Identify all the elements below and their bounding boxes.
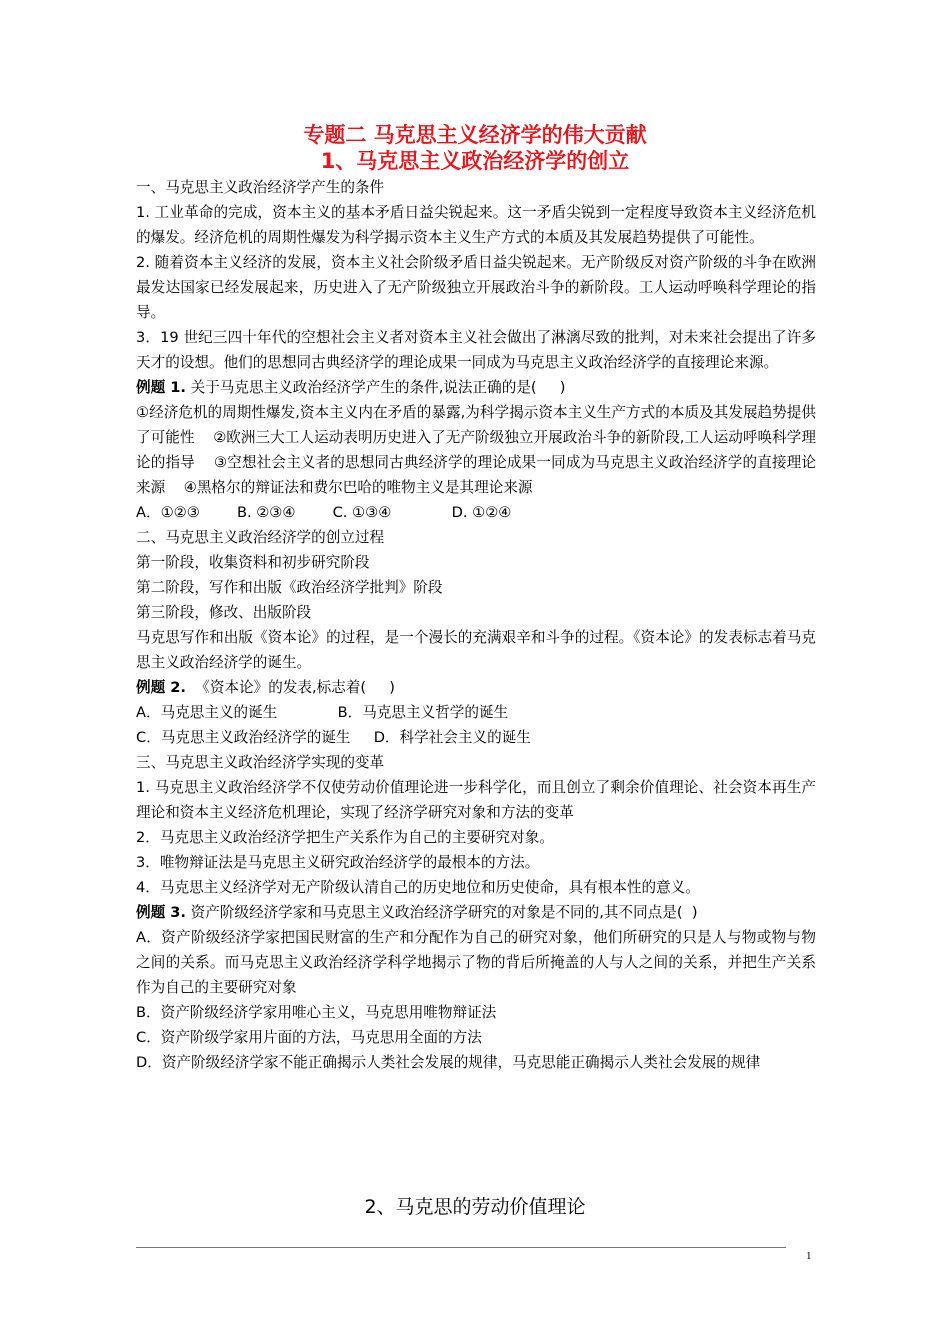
- answer-choice-d: D．资产阶级经济学家不能正确揭示人类社会发展的规律，马克思能正确揭示人类社会发展的规律: [136, 1054, 761, 1071]
- answer-choices: C．马克思主义政治经济学的诞生 D．科学社会主义的诞生: [136, 729, 531, 746]
- paragraph: 1. 工业革命的完成，资本主义的基本矛盾日益尖锐起来。这一矛盾尖锐到一定程度导致资本主义经济危机的爆发。经济危机的周期性爆发为科学揭示资本主义生产方式的本质及其发展趋势提供了可能性。: [136, 204, 816, 246]
- paragraph: 第二阶段，写作和出版《政治经济学批判》阶段: [136, 579, 443, 596]
- example-question-3: 例题 3. 资产阶级经济学家和马克思主义政治经济学研究的对象是不同的,其不同点是( ): [136, 904, 698, 921]
- paragraph: 2．马克思主义政治经济学把生产关系作为自己的主要研究对象。: [136, 829, 554, 846]
- example-label: 例题 3.: [136, 904, 186, 921]
- example-label: 例题 1.: [136, 379, 186, 396]
- paragraph: 1. 马克思主义政治经济学不仅使劳动价值理论进一步科学化，而且创立了剩余价值理论、社会资本再生产理论和资本主义经济危机理论，实现了经济学研究对象和方法的变革: [136, 779, 816, 821]
- paragraph: 2. 随着资本主义经济的发展，资本主义社会阶级矛盾日益尖锐起来。无产阶级反对资产阶级的斗争在欧洲最发达国家已经发展起来，历史进入了无产阶级独立开展政治斗争的新阶段。工人运动呼唤科学理论的指导。: [136, 254, 816, 321]
- example-question-2: 例题 2. 《资本论》的发表,标志着( ): [136, 679, 396, 696]
- answer-choices: A．马克思主义的诞生 B．马克思主义哲学的诞生: [136, 704, 509, 721]
- page-number: 1: [806, 1250, 812, 1262]
- paragraph: 第一阶段，收集资料和初步研究阶段: [136, 554, 370, 571]
- paragraph: 3．唯物辩证法是马克思主义研究政治经济学的最根本的方法。: [136, 854, 540, 871]
- section-heading-2: 二、马克思主义政治经济学的创立过程: [136, 529, 385, 546]
- answer-choice-b: B．资产阶级经济学家用唯心主义，马克思用唯物辩证法: [136, 1004, 497, 1021]
- answer-choices: A．①②③ B. ②③④ C. ①③④ D. ①②④: [136, 504, 512, 521]
- example-question-1: 例题 1. 关于马克思主义政治经济学产生的条件,说法正确的是( ): [136, 379, 566, 396]
- section-title-2: 2、马克思的劳动价值理论: [364, 1196, 586, 1218]
- paragraph: 马克思写作和出版《资本论》的过程，是一个漫长的充满艰辛和斗争的过程。《资本论》的发表标志着马克思主义政治经济学的诞生。: [136, 629, 816, 671]
- section-heading-1: 一、马克思主义政治经济学产生的条件: [136, 179, 385, 196]
- example-options-text: ①经济危机的周期性爆发,资本主义内在矛盾的暴露,为科学揭示资本主义生产方式的本质及其发展趋势提供了可能性 ②欧洲三大工人运动表明历史进入了无产阶级独立开展政治斗争的新阶段,工人运动呼唤科学理论的指导 ③空想社会主义者的思想同古典经济学的理论成果一同成为马克思主义政治经济学的直接理论来源 ④黑格尔的辩证法和费尔巴哈的唯物主义是其理论来源: [136, 404, 816, 496]
- answer-choice-c: C．资产阶级学家用片面的方法，马克思用全面的方法: [136, 1029, 482, 1046]
- example-label: 例题 2.: [136, 679, 186, 696]
- document-body: [136, 175, 816, 1075]
- footer-divider: [136, 1247, 786, 1248]
- paragraph: 4．马克思主义经济学对无产阶级认清自己的历史地位和历史使命，具有根本性的意义。: [136, 879, 700, 896]
- answer-choice-a: A．资产阶级经济学家把国民财富的生产和分配作为自己的研究对象，他们所研究的只是人与物或物与物之间的关系。而马克思主义政治经济学科学地揭示了物的背后所掩盖的人与人之间的关系，并把生产关系作为自己的主要研究对象: [136, 929, 816, 996]
- section-heading-3: 三、马克思主义政治经济学实现的变革: [136, 754, 385, 771]
- document-title: 专题二 马克思主义经济学的伟大贡献: [303, 123, 647, 147]
- paragraph: 3．19 世纪三四十年代的空想社会主义者对资本主义社会做出了淋漓尽致的批判，对未来社会提出了许多天才的设想。他们的思想同古典经济学的理论成果一同成为马克思主义政治经济学的直接理论来源。: [136, 329, 816, 371]
- paragraph: 第三阶段，修改、出版阶段: [136, 604, 312, 621]
- document-subtitle: 1、马克思主义政治经济学的创立: [320, 149, 630, 173]
